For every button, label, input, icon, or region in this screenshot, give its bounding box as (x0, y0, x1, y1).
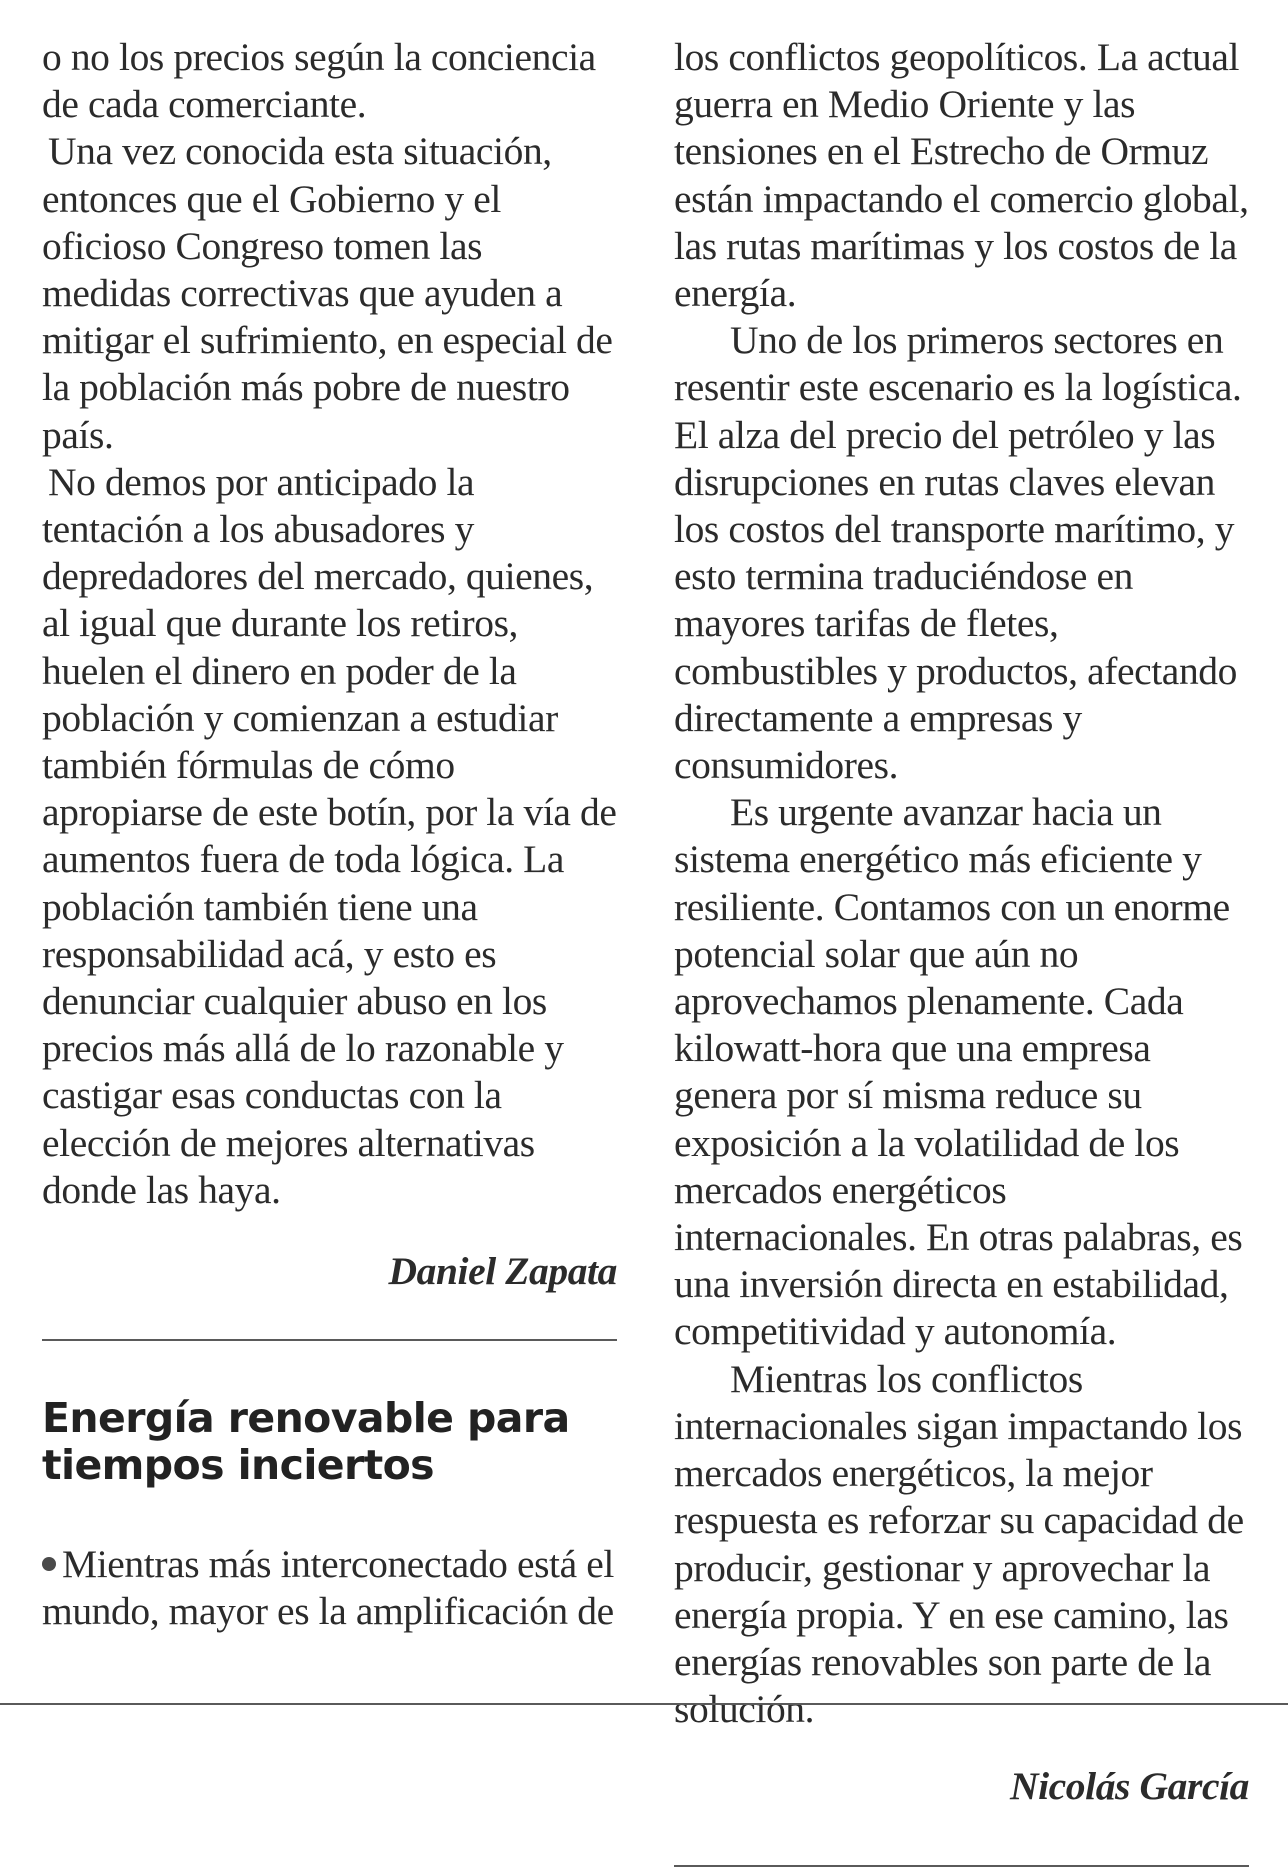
section-divider (42, 1339, 617, 1341)
letter-2-opening-text: Mientras más interconectado está el mundo, mayor es la amplificación de (42, 1542, 614, 1634)
letter-2-signature: Nicolás García (1009, 1764, 1249, 1809)
bullet-icon (42, 1557, 56, 1571)
letter-2-headline: Energía renovable para tiempos inciertos (42, 1394, 570, 1490)
letter-2-paragraph-2: Uno de los primeros sectores en resentir este escenario es la logística. El alza del precio del petróleo y las disrupciones en rutas claves elevan los costos del transporte marítimo, y esto termina traduciéndose en mayores tarifas de fletes, combustibles y productos, afectando directamente a empresas y consumidores. (674, 318, 1242, 788)
letter-1-paragraph-3: No demos por anticipado la tentación a los abusadores y depredadores del mercado, quienes, al igual que durante los retiros, huelen el dinero en poder de la población y comienzan a estudiar también fórmulas de cómo apropiarse de este botín, por la vía de aumentos fuera de toda lógica. La población también tiene una responsabilidad acá, y esto es denunciar cualquier abuso en los precios más allá de lo razonable y castigar esas conductas con la elección de mejores alternativas donde las haya. (42, 459, 617, 1212)
right-column (674, 34, 1249, 1867)
left-column (42, 34, 617, 1636)
section-divider-end (674, 1865, 1249, 1867)
letter-1-paragraph-2: Una vez conocida esta situación, entonces que el Gobierno y el oficioso Congreso tomen las medidas correctivas que ayuden a mitigar el sufrimiento, en especial de la población más pobre de nuestro país. (42, 129, 613, 457)
letter-2-opening-paragraph (42, 1541, 617, 1635)
letter-1-signature: Daniel Zapata (388, 1249, 617, 1294)
page-bottom-rule (0, 1703, 1288, 1705)
letter-1-paragraph-1: o no los precios según la conciencia de cada comerciante. (42, 35, 596, 127)
letter-2-paragraph-3: Es urgente avanzar hacia un sistema energético más eficiente y resiliente. Contamos con un enorme potencial solar que aún no aprovechamos plenamente. Cada kilowatt-hora que una empresa genera por sí misma reduce su exposición a la volatilidad de los mercados energéticos internacionales. En otras palabras, es una inversión directa en estabilidad, competitividad y autonomía. (674, 790, 1243, 1354)
letter-2-paragraph-4: Mientras los conflictos internacionales sigan impactando los mercados energéticos, la mejor respuesta es reforzar su capacidad de producir, gestionar y aprovechar la energía propia. Y en ese camino, las energías renovables son parte de la solución. (674, 1356, 1244, 1732)
letter-2-opening-continuation: los conflictos geopolíticos. La actual guerra en Medio Oriente y las tensiones en el Estrecho de Ormuz están impactando el comercio global, las rutas marítimas y los costos de la energía. (674, 35, 1249, 316)
